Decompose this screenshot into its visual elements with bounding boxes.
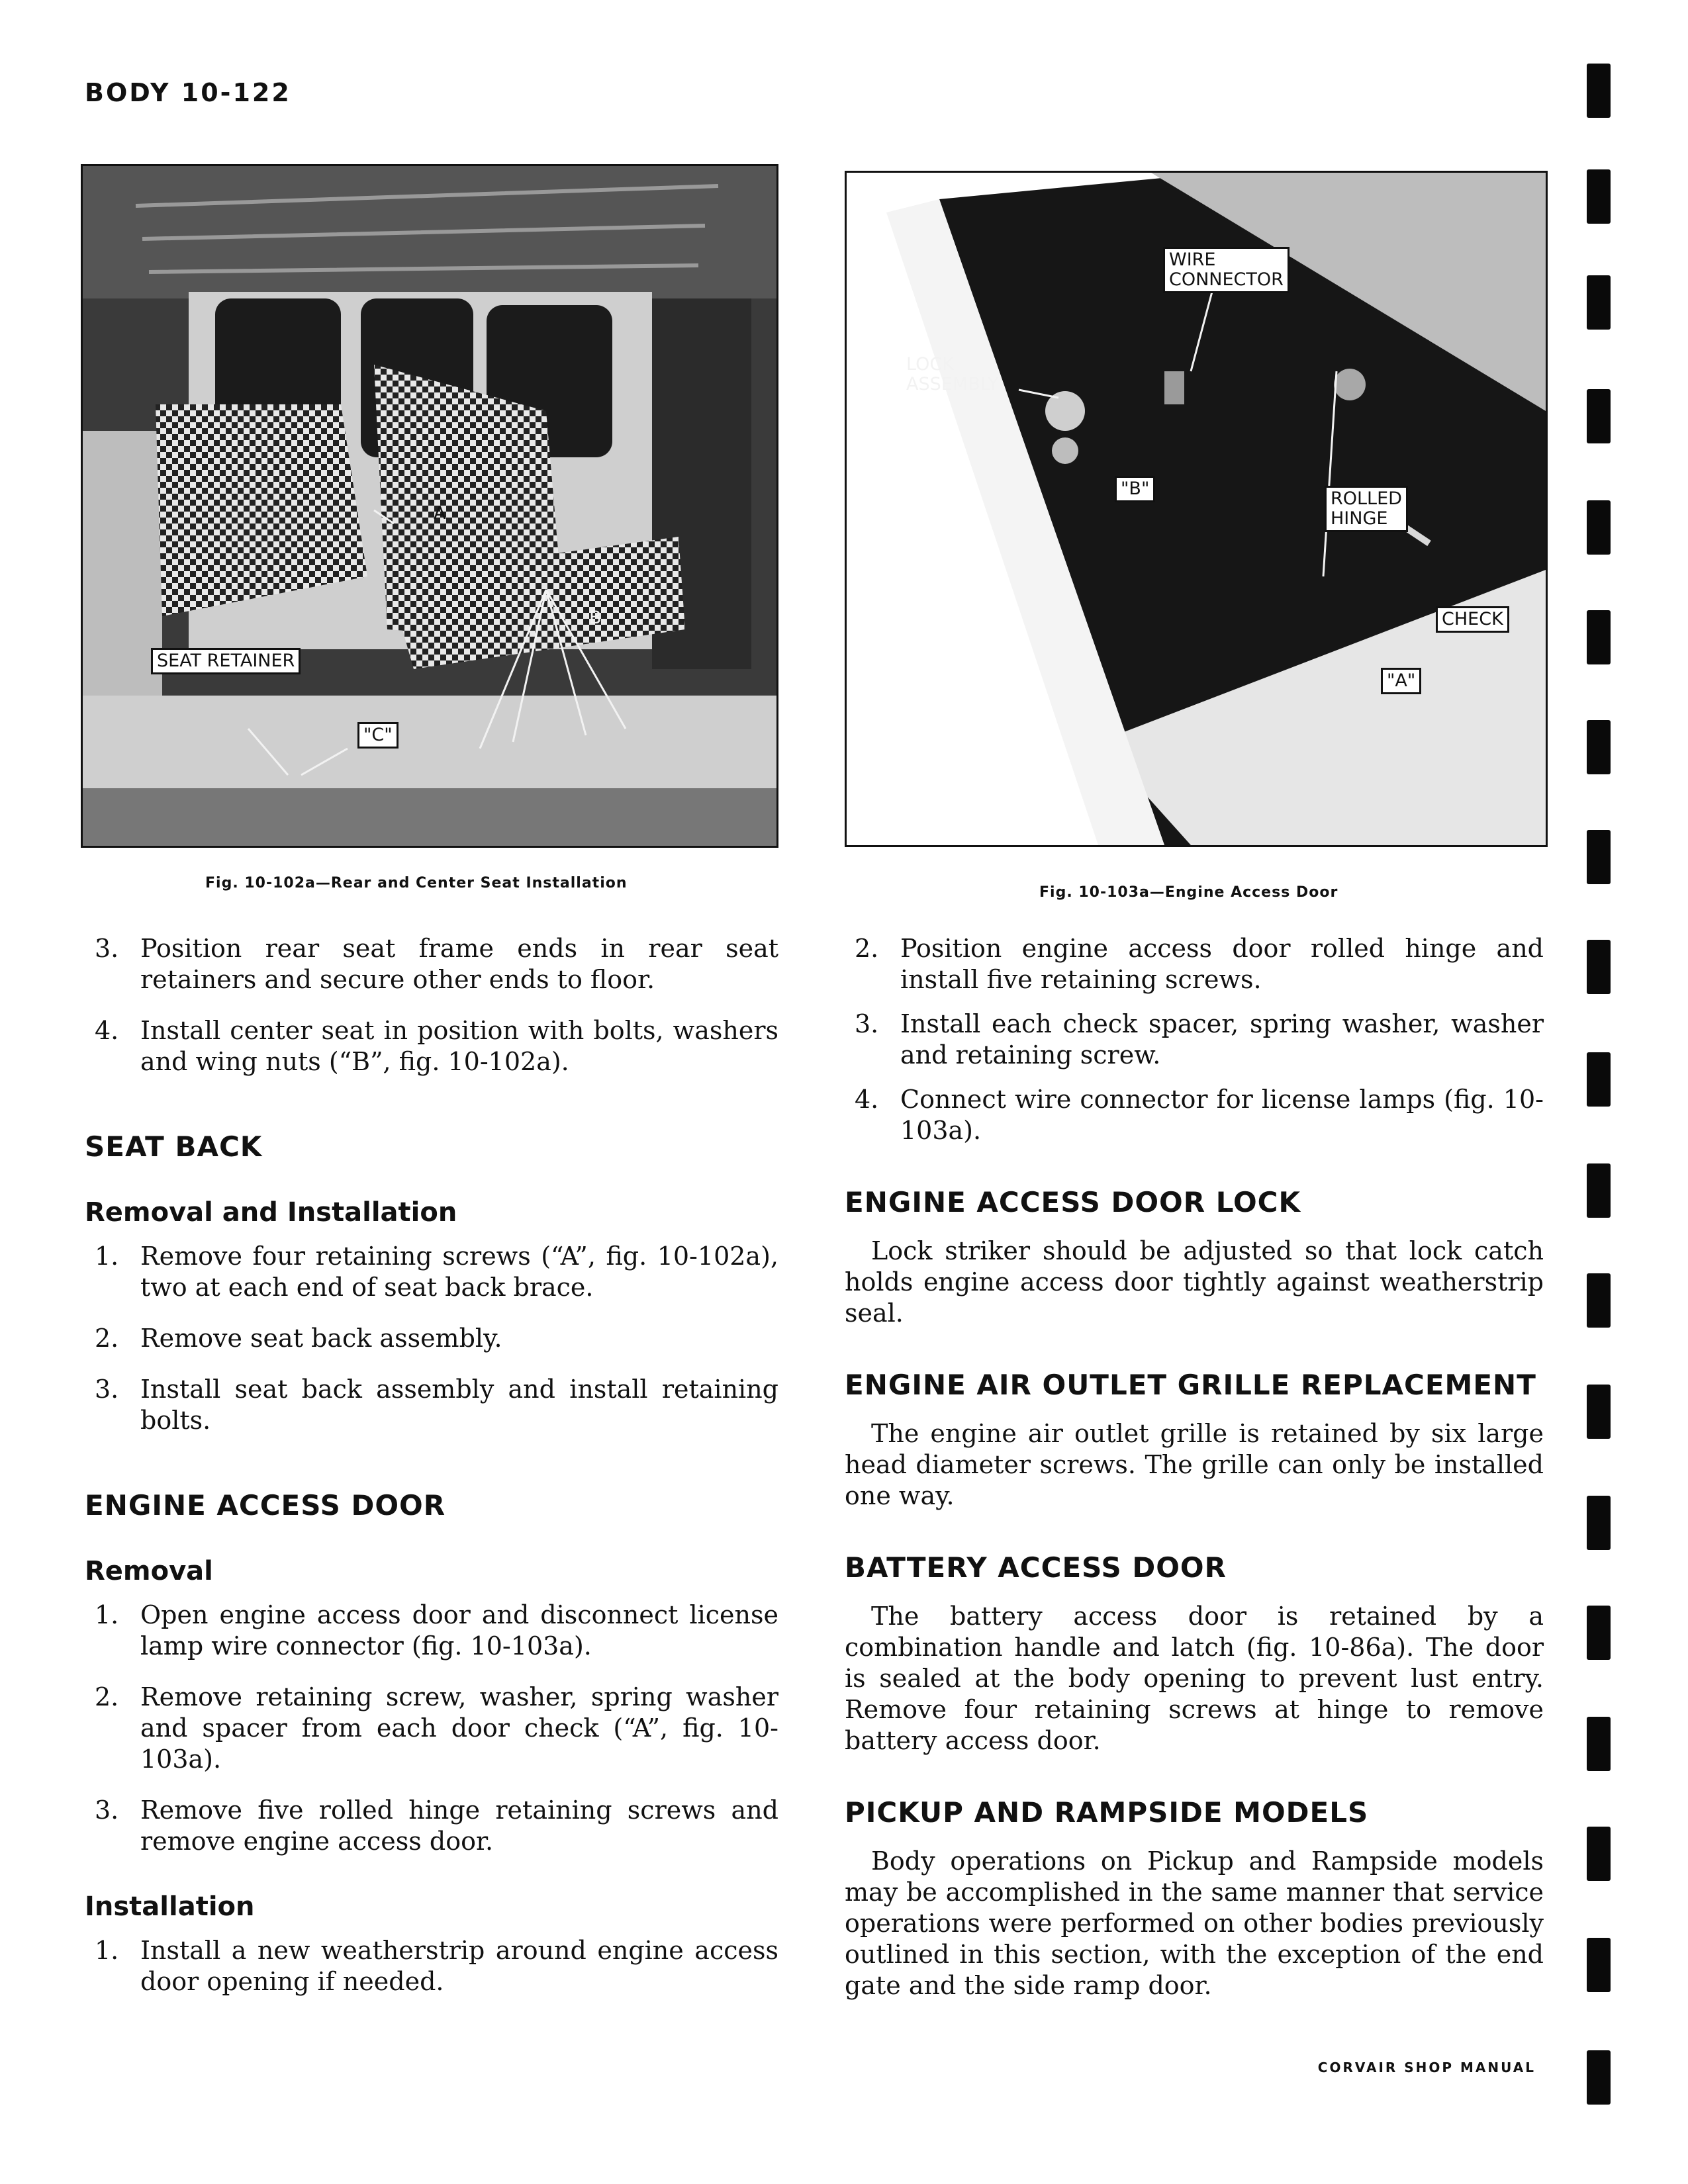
callout-c: "C"	[357, 722, 399, 749]
pickup-paragraph: Body operations on Pickup and Rampside models may be accomplished in the same manner that service operations were performed on other bodies previously outlined in this section, with the exception of the end gate and the side ramp door.	[845, 1846, 1544, 2000]
removal-step-1: 1. Open engine access door and disconnect license lamp wire connector (fig. 10-103a).	[95, 1600, 778, 1661]
page-header: BODY 10-122	[85, 78, 291, 107]
installation-heading: Installation	[85, 1891, 255, 1922]
figure-caption-10-102a: Fig. 10-102a—Rear and Center Seat Installation	[205, 875, 628, 891]
seat-back-heading: SEAT BACK	[85, 1130, 263, 1163]
install-step-4: 4. Connect wire connector for license lamps (fig. 10-103a).	[855, 1085, 1544, 1145]
lock-paragraph: Lock striker should be adjusted so that lock catch holds engine access door tightly against weatherstrip seal.	[845, 1236, 1544, 1328]
seat-step-3: 3. Position rear seat frame ends in rear seat retainers and secure other ends to floor.	[95, 934, 778, 994]
engine-access-door-heading: ENGINE ACCESS DOOR	[85, 1489, 446, 1522]
seat-back-step-1: 1. Remove four retaining screws (“A”, fig. 10-102a), two at each end of seat back brace.	[95, 1242, 778, 1302]
lock-heading: ENGINE ACCESS DOOR LOCK	[845, 1186, 1301, 1218]
pickup-heading: PICKUP AND RAMPSIDE MODELS	[845, 1796, 1369, 1829]
callout-check: CHECK	[1436, 606, 1509, 633]
callout-a: A	[434, 503, 446, 523]
callout-seat-retainer: SEAT RETAINER	[151, 648, 301, 674]
install-step-2: 2. Position engine access door rolled hinge and install five retaining screws.	[855, 934, 1544, 994]
engine-access-door-photo	[845, 171, 1548, 847]
removal-step-2: 2. Remove retaining screw, washer, spring washer and spacer from each door check (“A”, fig. 10-103a).	[95, 1682, 778, 1774]
right-column	[845, 933, 1544, 2001]
left-column	[85, 933, 778, 1997]
callout-a: "A"	[1381, 668, 1421, 694]
callout-b: B	[589, 608, 602, 628]
seat-back-step-2: 2. Remove seat back assembly.	[95, 1324, 502, 1353]
page-footer: CORVAIR SHOP MANUAL	[1317, 2060, 1536, 2075]
seat-back-subheading: Removal and Installation	[85, 1197, 457, 1228]
battery-paragraph: The battery access door is retained by a combination handle and latch (fig. 10-86a). The door is sealed at the body opening to prevent lust entry. Remove four retaining screws at hinge to remove battery access door.	[845, 1602, 1544, 1755]
battery-heading: BATTERY ACCESS DOOR	[845, 1551, 1227, 1584]
removal-heading: Removal	[85, 1556, 213, 1586]
seat-installation-photo	[81, 164, 778, 848]
removal-step-3: 3. Remove five rolled hinge retaining screws and remove engine access door.	[95, 1796, 778, 1856]
callout-b: "B"	[1115, 476, 1155, 502]
seat-back-step-3: 3. Install seat back assembly and install retaining bolts.	[95, 1375, 778, 1435]
seat-step-4: 4. Install center seat in position with bolts, washers and wing nuts (“B”, fig. 10-102a).	[95, 1016, 778, 1076]
installation-step-1: 1. Install a new weatherstrip around engine access door opening if needed.	[95, 1936, 778, 1996]
figure-caption-10-103a: Fig. 10-103a—Engine Access Door	[1039, 884, 1338, 901]
grille-paragraph: The engine air outlet grille is retained by six large head diameter screws. The grille can only be installed one way.	[845, 1419, 1544, 1510]
install-step-3: 3. Install each check spacer, spring washer, washer and retaining screw.	[855, 1009, 1544, 1069]
grille-heading: ENGINE AIR OUTLET GRILLE REPLACEMENT	[845, 1369, 1536, 1401]
callout-lock-assembly: LOCK ASSEMBLY	[906, 354, 999, 394]
callout-wire-connector: WIRE CONNECTOR	[1163, 247, 1289, 293]
callout-rolled-hinge: ROLLED HINGE	[1325, 486, 1408, 532]
